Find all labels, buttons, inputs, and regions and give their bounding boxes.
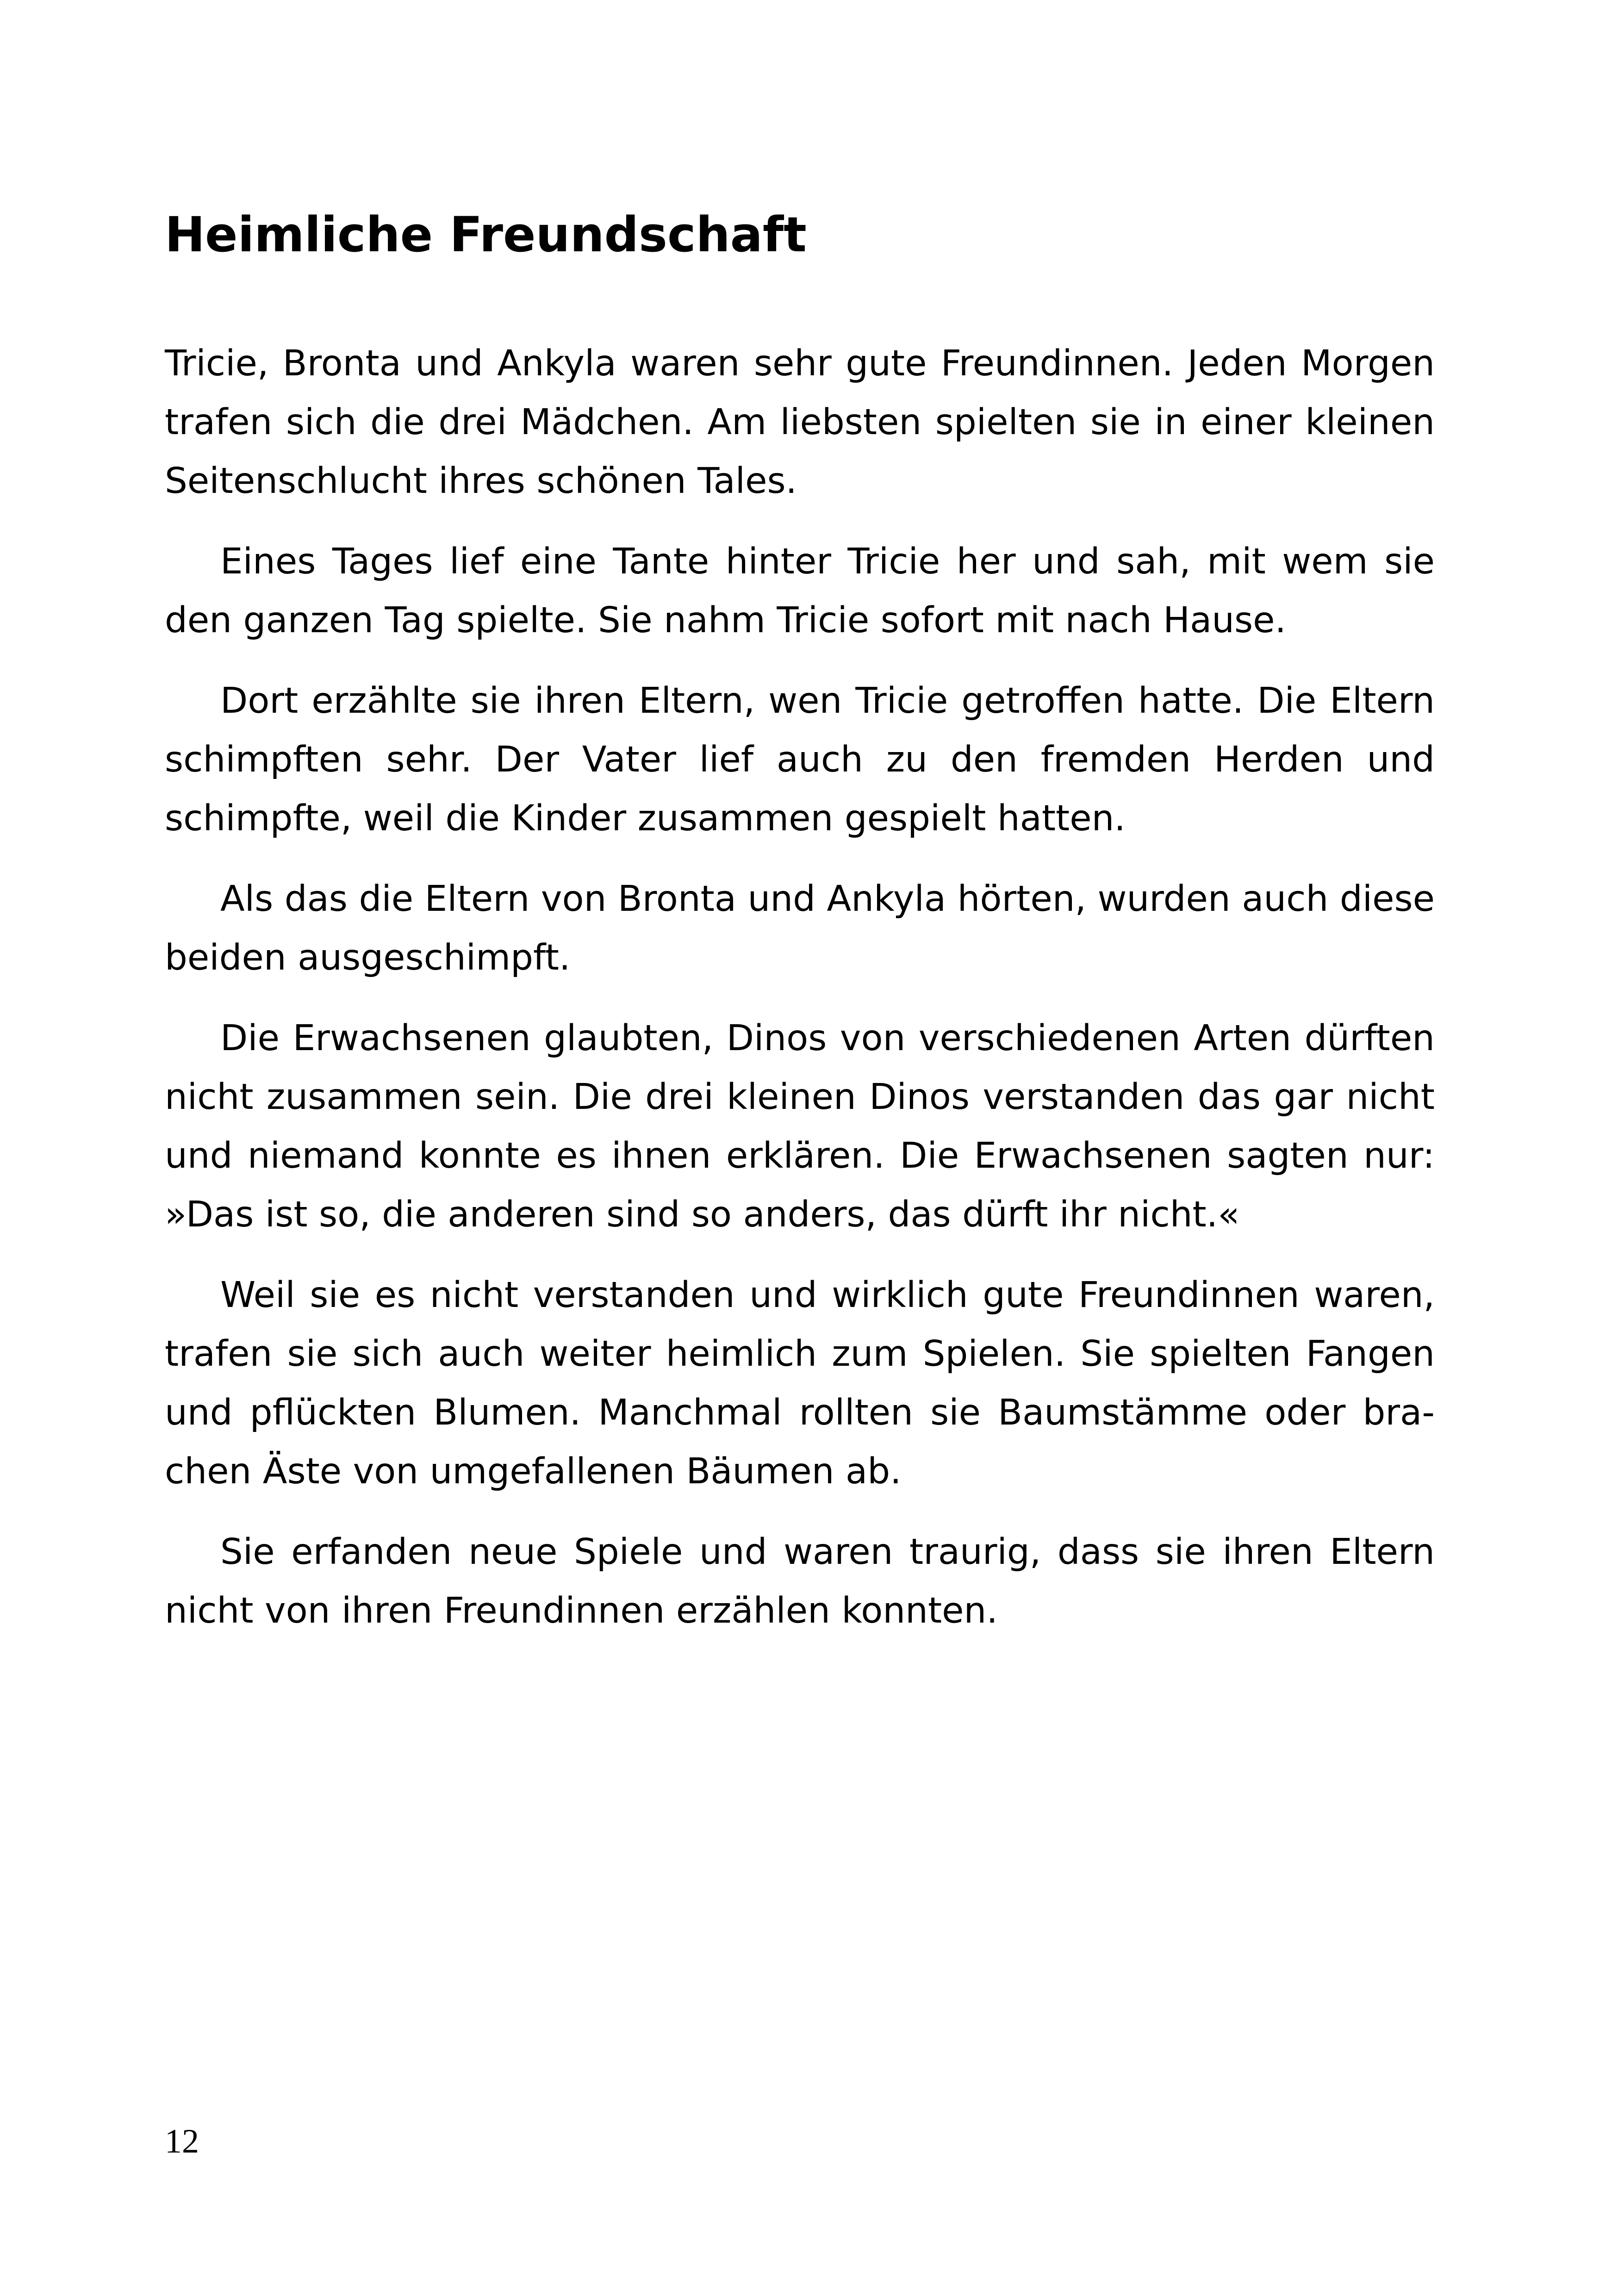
page-number: 12 bbox=[165, 2122, 199, 2160]
chapter-body bbox=[165, 334, 1435, 1662]
paragraph-7: Sie erfanden neue Spiele und waren traurig, dass sie ihren Eltern nicht von ihren Freundinnen erzählen konnten. bbox=[165, 1531, 1435, 1631]
paragraph-6: Weil sie es nicht verstanden und wirklich gute Freundinnen waren, trafen sie sich auch weiter heimlich zum Spielen. Sie spielten Fangen und pflückten Blumen. Manchmal rollten sie Baumstämme oder brachen Äste von umgefallenen Bäumen ab. bbox=[165, 1275, 1435, 1492]
paragraph-5: Die Erwachsenen glaubten, Dinos von verschiedenen Arten dürften nicht zusammen sein. Die drei kleinen Dinos verstanden das gar nicht und niemand konnte es ihnen erklären. Die Erwachsenen sagten nur: »Das ist so, die anderen sind so anders, das dürft ihr nicht.« bbox=[165, 1018, 1435, 1235]
paragraph-3: Dort erzählte sie ihren Eltern, wen Tricie getroffen hatte. Die Eltern schimpften sehr. Der Vater lief auch zu den fremden Herden und schimpfte, weil die Kinder zusammen gespielt hatten. bbox=[165, 680, 1435, 839]
paragraph-4: Als das die Eltern von Bronta und Ankyla hörten, wurden auch diese beiden ausgeschimpft. bbox=[165, 878, 1435, 978]
paragraph-2: Eines Tages lief eine Tante hinter Tricie her und sah, mit wem sie den ganzen Tag spielte. Sie nahm Tricie sofort mit nach Hause. bbox=[165, 541, 1435, 641]
paragraph-1: Tricie, Bronta und Ankyla waren sehr gute Freundinnen. Jeden Morgen trafen sich die drei Mädchen. Am liebsten spielten sie in einer kleinen Seitenschlucht ihres schönen Tales. bbox=[165, 343, 1435, 502]
chapter-title: Heimliche Freundschaft bbox=[165, 206, 807, 263]
